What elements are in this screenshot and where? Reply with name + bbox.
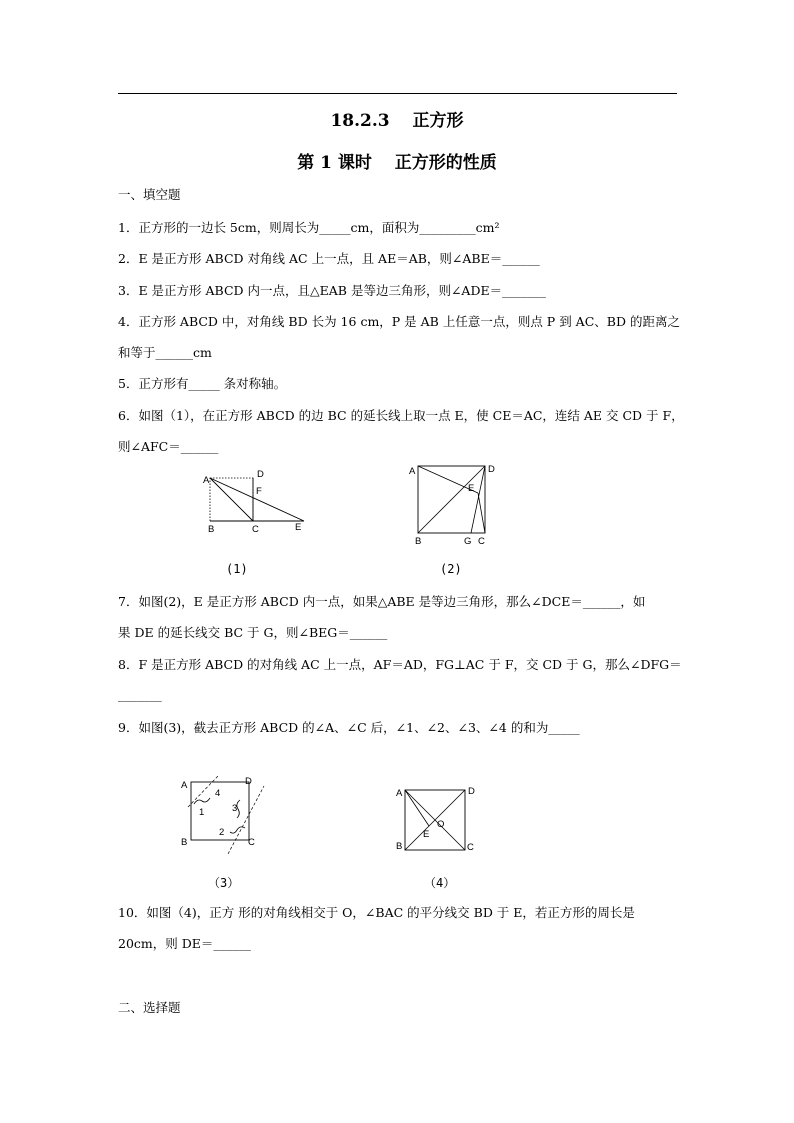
page-subtitle: 第 1 课时 正方形的性质 — [297, 153, 497, 173]
page-title: 18.2.3 正方形 — [330, 111, 464, 131]
question-2: 2．E 是正方形 ABCD 对角线 AC 上一点，且 AE＝AB，则∠ABE＝______ — [118, 251, 540, 266]
label-B: B — [396, 841, 403, 852]
figure-4-caption: （4） — [424, 876, 456, 890]
figure-3-caption: （3） — [208, 876, 240, 890]
label-F: F — [256, 486, 262, 497]
question-8-line-1: 8．F 是正方形 ABCD 的对角线 AC 上一点，AF＝AD，FG⊥AC 于 F，交 CD 于 G，那么∠DFG＝ — [118, 657, 682, 672]
question-1: 1．正方形的一边长 5cm，则周长为_____cm，面积为_________cm² — [118, 220, 500, 235]
question-5: 5．正方形有_____ 条对称轴。 — [118, 376, 287, 391]
question-4-line-2: 和等于______cm — [118, 345, 212, 360]
label-C: C — [248, 837, 255, 848]
question-9: 9．如图(3)，截去正方形 ABCD 的∠A、∠C 后，∠1、∠2、∠3、∠4 的和为_____ — [118, 720, 580, 735]
question-8-line-2: _______ — [118, 687, 162, 702]
question-10-line-1: 10．如图（4)，正方 形的对角线相交于 O，∠BAC 的平分线交 BD 于 E，若正方形的周长是 — [118, 905, 635, 920]
label-B: B — [181, 837, 188, 848]
label-G: G — [464, 536, 472, 547]
figure-3 — [178, 772, 268, 858]
label-C: C — [467, 842, 474, 853]
figure-2-caption: (2) — [440, 562, 462, 576]
label-D: D — [245, 776, 252, 787]
label-O: O — [437, 819, 445, 830]
question-7-line-1: 7．如图(2)，E 是正方形 ABCD 内一点，如果△ABE 是等边三角形，那么∠DCE＝______，如 — [118, 594, 646, 609]
section-choice: 二、选择题 — [118, 1000, 181, 1015]
question-3: 3．E 是正方形 ABCD 内一点，且△EAB 是等边三角形，则∠ADE＝_______ — [118, 283, 546, 298]
question-7-line-2: 果 DE 的延长线交 BC 于 G，则∠BEG＝______ — [118, 625, 388, 640]
label-D: D — [488, 464, 495, 475]
label-E: E — [423, 829, 430, 840]
question-4-line-1: 4．正方形 ABCD 中，对角线 BD 长为 16 cm，P 是 AB 上任意一点，则点 P 到 AC、BD 的距离之 — [118, 314, 680, 329]
label-E: E — [295, 522, 302, 533]
figure-4 — [393, 782, 488, 857]
header-rule — [118, 93, 677, 94]
question-6-line-2: 则∠AFC＝______ — [118, 439, 219, 454]
label-B: B — [208, 524, 215, 535]
label-3: 3 — [232, 803, 238, 814]
label-A: A — [409, 466, 416, 477]
label-C: C — [478, 536, 485, 547]
question-6-line-1: 6．如图（1），在正方形 ABCD 的边 BC 的延长线上取一点 E，使 CE＝AC，连结 AE 交 CD 于 F， — [118, 408, 684, 423]
label-D: D — [257, 469, 264, 480]
label-4: 4 — [215, 788, 221, 799]
label-C: C — [252, 524, 259, 535]
label-B: B — [415, 536, 422, 547]
label-A: A — [181, 780, 188, 791]
figure-2 — [405, 462, 505, 547]
label-2: 2 — [219, 827, 225, 838]
figure-1 — [200, 468, 315, 538]
label-E: E — [468, 483, 475, 494]
figure-1-caption: (1) — [226, 562, 248, 576]
label-A: A — [203, 475, 210, 486]
label-1: 1 — [199, 807, 205, 818]
section-fill-blank: 一、填空题 — [118, 187, 181, 202]
question-10-line-2: 20cm，则 DE＝______ — [118, 936, 251, 951]
label-A: A — [396, 788, 403, 799]
label-D: D — [468, 786, 475, 797]
